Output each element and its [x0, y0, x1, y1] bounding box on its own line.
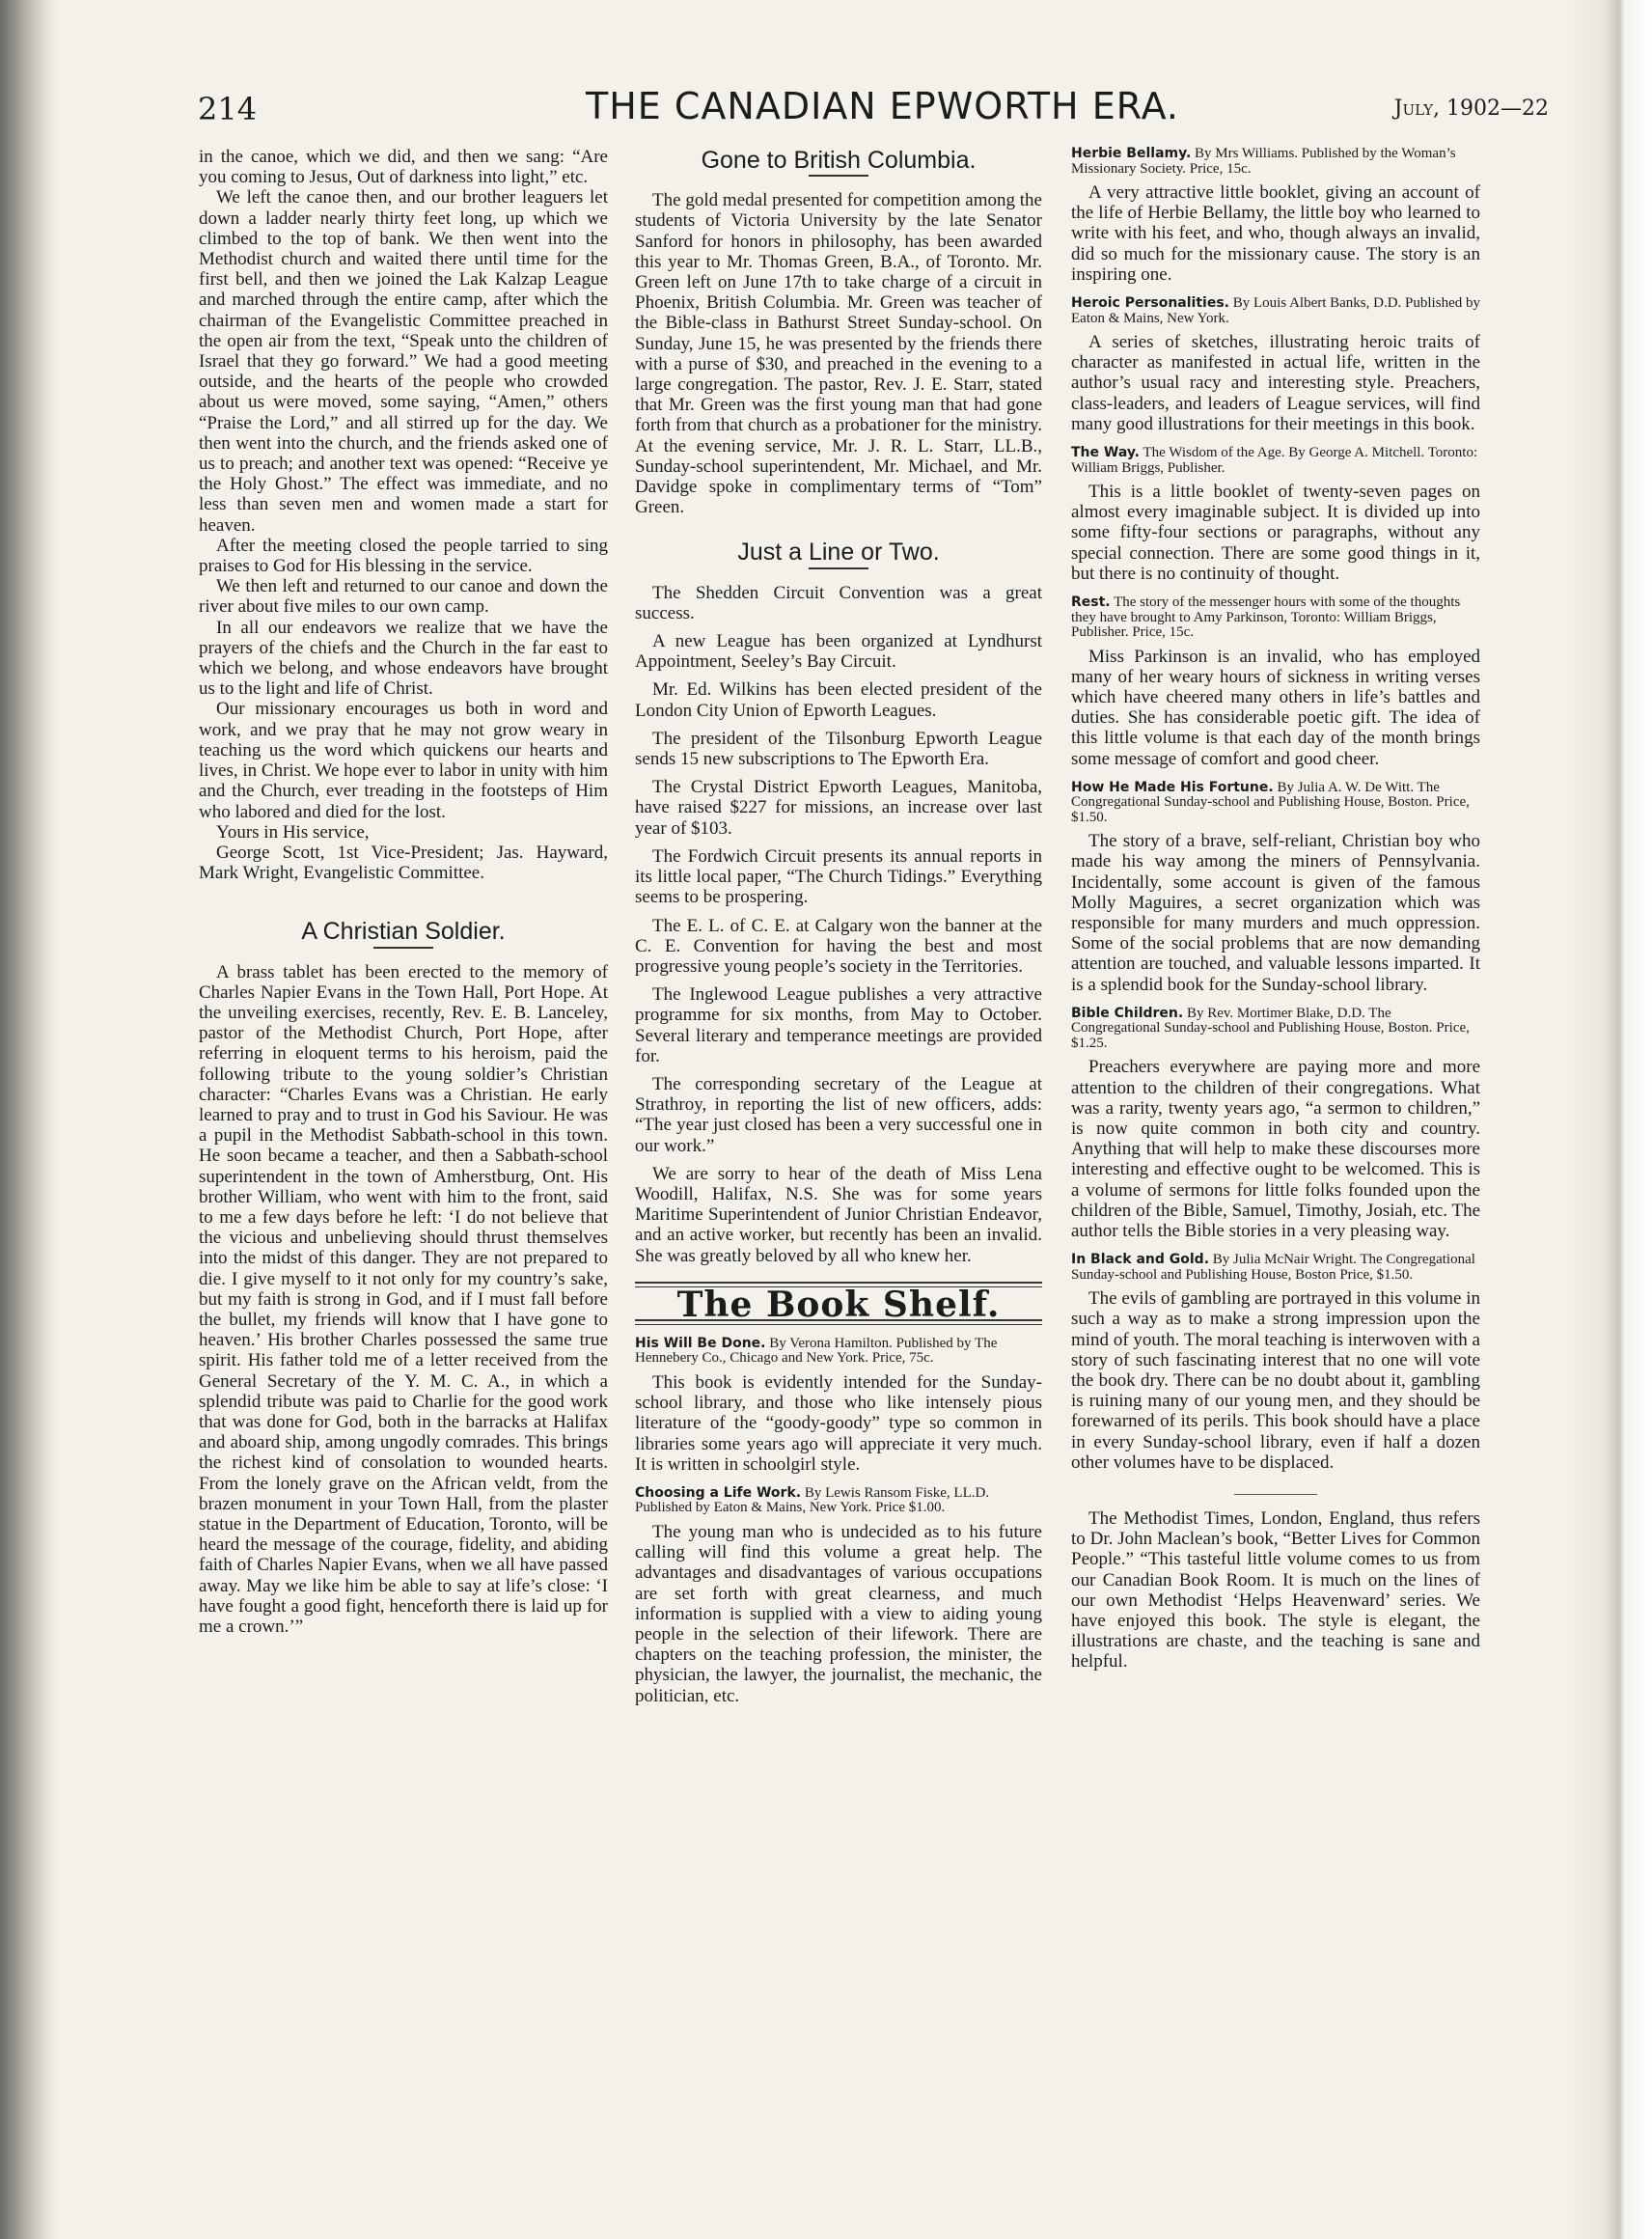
news-item: The Crystal District Epworth Leagues, Manitoba, have raised $227 for missions, an increase over last year of $103.: [635, 777, 1042, 839]
letter-closing: Yours in His service,: [216, 821, 370, 843]
review-text: This book is evidently intended for the Sunday-school library, and those who like intensely pious literature of the “goody-goody” type so common in libraries some years ago will appreciate it very much. It is written in schoolgirl style.: [635, 1371, 1042, 1475]
news-item: Mr. Ed. Wilkins has been elected president of the London City Union of Epworth Leagues.: [635, 679, 1042, 721]
article-paragraph: The Methodist Times, London, England, thus refers to Dr. John Maclean’s book, “Better Lives for Common People.” “This tasteful little volume comes to us from our Canadian Book Room. It is much on the lines of our own Methodist ‘Helps Heavenward’ series. We have enjoyed this book. The style is elegant, the illustrations are chaste, and the teaching is sane and helpful.: [1071, 1508, 1480, 1672]
binding-edge-shadow: [0, 0, 58, 2239]
column-2: [635, 147, 1042, 1706]
news-item: The E. L. of C. E. at Calgary won the banner at the C. E. Convention for having the best and most progressive young people’s society in the Territories.: [635, 915, 1042, 977]
book-details: By Julia A. W. De Witt. The Congregational Sunday-school and Publishing House, Boston. Price, $1.50.: [1071, 779, 1470, 825]
section-heading-british-columbia: Gone to British Columbia.: [701, 147, 977, 174]
news-item: The Fordwich Circuit presents its annual reports in its little local paper, “The Church Tidings.” Everything seems to be prospering.: [635, 845, 1042, 908]
review-heading: [1071, 1253, 1480, 1283]
issue-date: July, 1902—22: [1393, 97, 1549, 121]
heading-rule: [373, 947, 433, 949]
news-item: The Shedden Circuit Convention was a great success.: [635, 582, 1042, 623]
news-item: The president of the Tilsonburg Epworth League sends 15 new subscriptions to The Epworth Era.: [635, 728, 1042, 770]
article-paragraph: in the canoe, which we did, and then we sang: “Are you coming to Jesus, Out of darkness into light,” etc.: [199, 147, 608, 188]
heading-rule: [809, 567, 868, 569]
review-text: Preachers everywhere are paying more and more attention to the children of their congregations. What was a rarity, twenty years ago, “a sermon to children,” is now quite common in both city and country. Anything that will help to make these discourses more interesting and effective ought to be welcomed. This is a volume of sermons for little folks founded upon the children of the Bible, Samuel, Timothy, Josiah, etc. The author tells the Bible stories in a very pleasing way.: [1071, 1057, 1480, 1242]
book-title: Heroic Personalities.: [1071, 295, 1229, 312]
column-3: [1071, 147, 1480, 1672]
book-details: By Louis Albert Banks, D.D. Published by Eaton & Mains, New York.: [1071, 295, 1480, 326]
review-text: The story of a brave, self-reliant, Christian boy who made his way among the miners of Pennsylvania. Incidentally, some account is given of the famous Molly Maguires, a secret organization which was responsible for many murders and much oppression. Some of the social problems that are now demanding attention are touched, and valuable lessons imparted. It is a splendid book for the Sunday-school library.: [1071, 831, 1480, 995]
book-title: The Way.: [1071, 445, 1141, 461]
review-heading: [1071, 1007, 1480, 1052]
review-text: Miss Parkinson is an invalid, who has employed many of her weary hours of sickness in writing verses which have cheered many others in life’s battles and duties. She has considerable poetic gift. The idea of this little volume is that each day of the month brings some message of comfort and good cheer.: [1071, 646, 1480, 769]
book-title: Rest.: [1071, 594, 1111, 611]
article-paragraph: We left the canoe then, and our brother leaguers let down a ladder nearly thirty feet long, up which we climbed to the top of bank. We then went into the Methodist church and waited there until time for the first bell, and then we joined the Lak Kalzap League and marched through the entire camp, after which the chairman of the Evangelistic Committee preached in the open air from the text, “Speak unto the children of Israel that they go forward.” We had a good meeting outside, and the hearts of the people who crowded about us were moved, some saying, “Amen,” others “Praise the Lord,” and all stirred up for the day. We then went into the church, and the friends asked one of us to preach; and another text was opened: “Receive ye the Holy Ghost.” The effect was immediate, and no less than seven men and women made a start for heaven.: [199, 187, 608, 536]
book-details: By Verona Hamilton. Published by The Hennebery Co., Chicago and New York. Price, 75c.: [635, 1335, 998, 1367]
review-text: A series of sketches, illustrating heroic traits of character as manifested in actual life, written in the author’s usual racy and interesting style. Preachers, class-leaders, and leaders of League services, will find many good illustrations for their meetings in this book.: [1071, 332, 1480, 434]
news-item: A new League has been organized at Lyndhurst Appointment, Seeley’s Bay Circuit.: [635, 631, 1042, 673]
book-title: His Will Be Done.: [635, 1335, 766, 1351]
review-heading: [1071, 446, 1480, 476]
section-heading-christian-soldier: A Christian Soldier.: [301, 918, 506, 946]
review-text: A very attractive little booklet, giving an account of the life of Herbie Bellamy, the little boy who learned to write with his feet, and who, though always an invalid, did so much for the missionary cause. The story is an inspiring one.: [1071, 182, 1480, 285]
news-item: The corresponding secretary of the League at Strathroy, in reporting the list of new officers, adds: “The year just closed has been a very successful one in our work.”: [635, 1073, 1042, 1156]
book-title: How He Made His Fortune.: [1071, 779, 1274, 795]
review-heading: [635, 1486, 1042, 1516]
book-title: Bible Children.: [1071, 1005, 1184, 1021]
review-text: This is a little booklet of twenty-seven pages on almost every imaginable subject. It is divided up into some fifty-four sections or paragraphs, without any special connection. There are some good things in it, but there is no continuity of thought.: [1071, 482, 1480, 584]
article-paragraph: After the meeting closed the people tarried to sing praises to God for His blessing in the service.: [199, 535, 608, 577]
page-edge: [1565, 0, 1652, 2239]
review-heading: [1071, 781, 1480, 826]
section-divider: [1234, 1494, 1317, 1495]
book-title: In Black and Gold.: [1071, 1252, 1210, 1268]
review-heading: [635, 1337, 1042, 1367]
book-title: Herbie Bellamy.: [1071, 146, 1192, 161]
article-paragraph: A brass tablet has been erected to the memory of Charles Napier Evans in the Town Hall, Port Hope. At the unveiling exercises, recently, Rev. E. B. Lanceley, pastor of the Methodist Church, Port Hope, after referring in eloquent terms to his heroism, paid the following tribute to the young soldier’s Christian character: “Charles Evans was a Christian. He early learned to pray and to trust in God his Saviour. He was a pupil in the Methodist Sabbath-school in this town. He soon became a teacher, and then a Sabbath-school superintendent in the town of Amherstburg, Ont. His brother William, who went with him to the front, said to me a few days before he left: ‘I do not believe that the vicious and unbelieving should thrust themselves into the midst of this danger. They are not prepared to die. I give myself to it not only for my country’s sake, but my faith is strong in God, and if I must fall before the bullet, my friends will know that I have gone to heaven.’ His brother Charles possessed the same true spirit. His father told me of a letter received from the General Secretary of the Y. M. C. A., in which a splendid tribute was paid to Charlie for the good work that was done for God, both in the barracks at Halifax and aboard ship, among ungodly comrades. This brings the richest kind of consolation to wounded hearts. From the lonely grave on the African veldt, from the brazen monument in your Town Hall, from the plaster statue in the Department of Education, Toronto, will be heard the message of the courage, fidelity, and abiding faith of Charles Napier Evans, when we all have passed away. May we like him be able to say at life’s close: ‘I have fought a good fight, henceforth there is laid up for me a crown.’”: [199, 961, 608, 1638]
journal-title: THE CANADIAN EPWORTH ERA.: [586, 85, 1179, 127]
column-1: [199, 147, 608, 1637]
book-title: Choosing a Life Work.: [635, 1484, 802, 1501]
article-paragraph: The gold medal presented for competition among the students of Victoria University by the late Senator Sanford for honors in philosophy, has been awarded this year to Mr. Thomas Green, B.A., of Toronto. Mr. Green left on June 17th to take charge of a circuit in Phoenix, British Columbia. Mr. Green was teacher of the Bible-class in Bathurst Street Sunday-school. On Sunday, June 15, he was presented by the friends there with a purse of $30, and preached in the evening to a large congregation. The pastor, Rev. J. E. Starr, stated that Mr. Green was the first young man that had gone forth from that church as a probationer for the ministry. At the evening service, Mr. J. R. L. Starr, LL.B., Sunday-school superintendent, Mr. Michael, and Mr. Davidge spoke in complimentary terms of “Tom” Green.: [635, 190, 1042, 518]
review-text: The evils of gambling are portrayed in this volume in such a way as to make a strong impression upon the mind of youth. The moral teaching is interwoven with a story of such fascinating interest that no one will vote the book dry. There can be no doubt about it, gambling is ruining many of our young men, and they should be forewarned of its perils. This book should have a place in every Sunday-school library, even if half a dozen other volumes have to be displaced.: [1071, 1288, 1480, 1473]
heading-rule: [809, 175, 868, 177]
letter-signature: George Scott, 1st Vice-President; Jas. Hayward, Mark Wright, Evangelistic Committee.: [199, 842, 608, 884]
review-text: The young man who is undecided as to his future calling will find this volume a great help. The advantages and disadvantages of various occupations are set forth with great clearness, and much information is supplied with a view to aiding young people in the selection of their lifework. There are chapters on the teaching profession, the minister, the physician, the lawyer, the journalist, the mechanic, the politician, etc.: [635, 1521, 1042, 1706]
book-details: By Julia McNair Wright. The Congregational Sunday-school and Publishing House, Boston Price, $1.50.: [1071, 1252, 1475, 1283]
article-paragraph: Our missionary encourages us both in word and work, and we pray that he may not grow weary in teaching us the word which quickens our hearts and lives, in Christ. We hope ever to labor in unity with him and the Church, ever treading in the footsteps of Him who labored and died for the lost.: [199, 699, 608, 822]
review-heading: [1071, 147, 1480, 177]
news-item: The Inglewood League publishes a very attractive programme for six months, from May to October. Several literary and temperance meetings are provided for.: [635, 984, 1042, 1066]
article-paragraph: We then left and returned to our canoe and down the river about five miles to our own camp.: [199, 576, 608, 618]
book-details: By Rev. Mortimer Blake, D.D. The Congregational Sunday-school and Publishing House, Boston. Price, $1.25.: [1071, 1005, 1470, 1051]
book-details: The story of the messenger hours with some of the thoughts they have brought to Amy Parkinson, Toronto: William Briggs, Publisher. Price, 15c.: [1071, 594, 1461, 641]
book-details: By Lewis Ransom Fiske, LL.D. Published by Eaton & Mains, New York. Price $1.00.: [635, 1484, 990, 1516]
book-details: By Mrs Williams. Published by the Woman’s Missionary Society. Price, 15c.: [1071, 146, 1456, 177]
news-item: We are sorry to hear of the death of Miss Lena Woodill, Halifax, N.S. She was for some years Maritime Superintendent of Junior Christian Endeavor, and an active worker, but recently has been an invalid. She was greatly beloved by all who knew her.: [635, 1163, 1042, 1266]
book-details: The Wisdom of the Age. By George A. Mitchell. Toronto: William Briggs, Publisher.: [1071, 445, 1478, 476]
article-paragraph: In all our endeavors we realize that we have the prayers of the chiefs and the Church in the far east to which we belong, and whose endeavors have brought us to the light and life of Christ.: [199, 617, 608, 700]
review-heading: [1071, 296, 1480, 326]
page-number: 214: [198, 91, 258, 127]
review-heading: [1071, 595, 1480, 641]
section-heading-line-or-two: Just a Line or Two.: [737, 539, 940, 567]
page-header: [198, 85, 1549, 139]
section-heading-book-shelf: The Book Shelf.: [676, 1284, 1001, 1325]
